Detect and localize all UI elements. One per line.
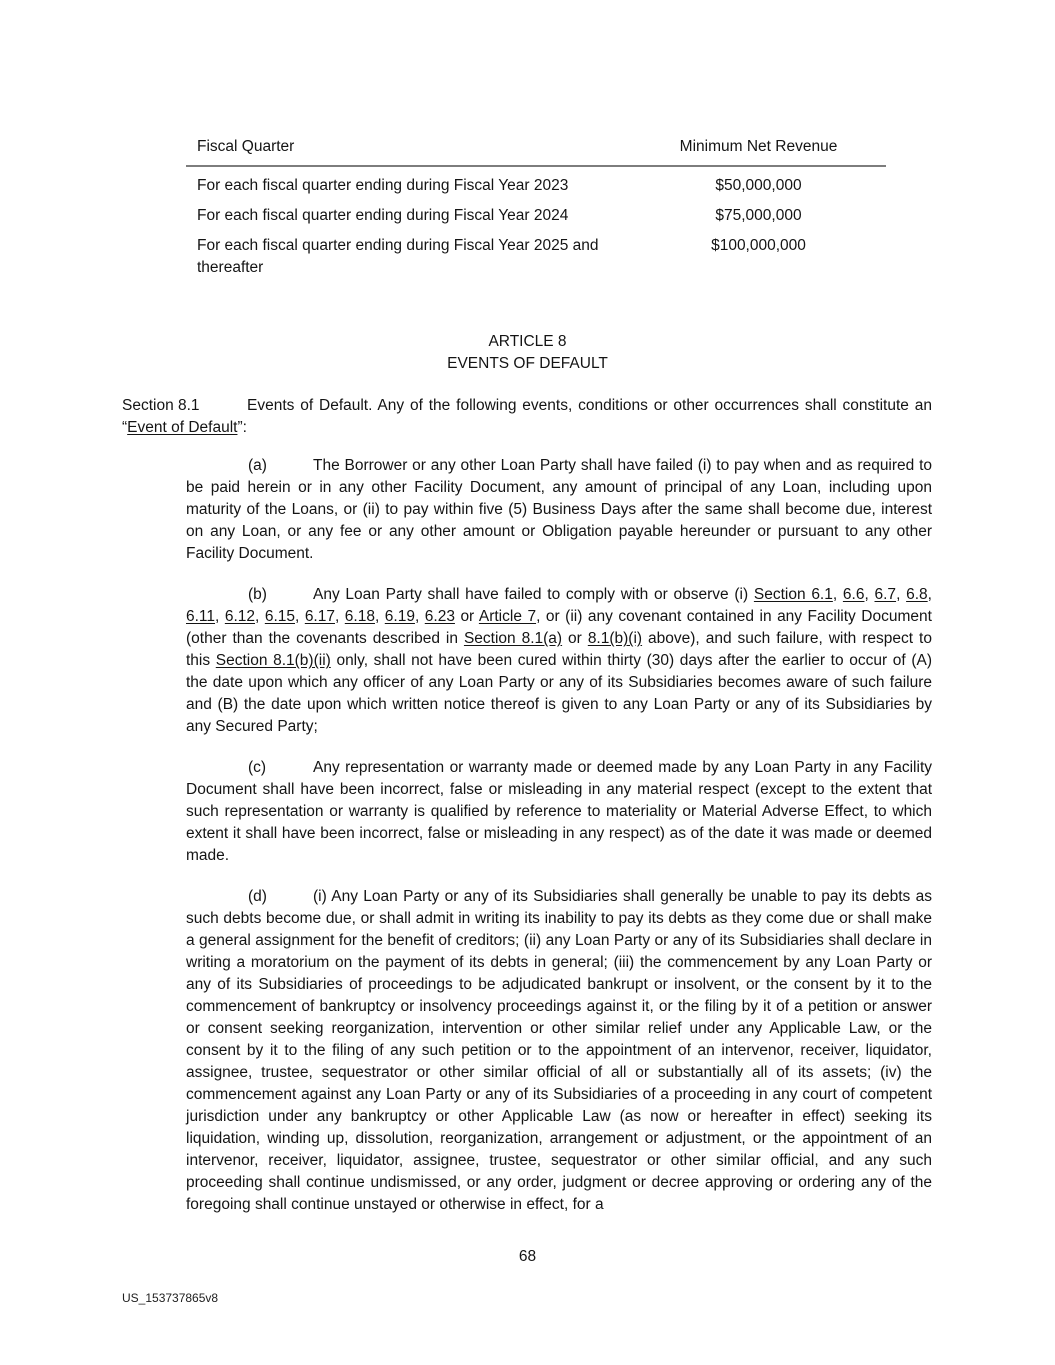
revenue-cell: $100,000,000 <box>711 237 806 254</box>
section-content <box>122 395 932 1235</box>
text-run: The Borrower or any other Loan Party shall have failed (i) to pay when and as required to be paid herein or in any other Facility Document, any amount of principal of any Loan, including upon maturity of the Loans, or (ii) to pay within five (5) Business Days after the same shall become due, interest on any Loan, or any fee or any other amount or Obligation payable hereunder or pursuant to any other Facility Document. <box>186 457 932 562</box>
article-heading <box>0 331 1055 375</box>
fiscal-quarter-cell: For each fiscal quarter ending during Fiscal Year 2025 and thereafter <box>197 237 599 276</box>
cross-reference: 6.8 <box>906 586 928 603</box>
cross-reference: 6.23 <box>424 608 455 625</box>
revenue-cell: $50,000,000 <box>715 177 802 194</box>
cross-reference: 6.15 <box>264 608 295 625</box>
fiscal-quarter-cell: For each fiscal quarter ending during Fiscal Year 2023 <box>197 177 569 194</box>
cross-reference: 6.7 <box>874 586 897 603</box>
document-id: US_153737865v8 <box>122 1291 219 1305</box>
table-row <box>186 175 886 197</box>
text-run: ”: <box>237 419 247 436</box>
column-header-minimum-net-revenue: Minimum Net Revenue <box>679 138 838 155</box>
text-run: or <box>454 608 479 625</box>
clause-d <box>186 886 932 1216</box>
cross-reference: Article 7 <box>478 608 537 625</box>
text-run: Events of Default. Any of the following events, conditions or other occurrences shall constitute an “ <box>122 397 932 436</box>
revenue-cell: $75,000,000 <box>715 207 802 224</box>
table-header-row <box>186 136 886 167</box>
cross-reference: Event of Default <box>127 419 238 436</box>
clause-b-label: (b) <box>248 586 267 603</box>
text-run: , <box>414 608 425 625</box>
table-row <box>186 205 886 227</box>
column-header-fiscal-quarter: Fiscal Quarter <box>197 138 295 155</box>
text-run: , <box>927 586 932 603</box>
cross-reference: 6.11 <box>186 608 216 625</box>
section-label: Section 8.1 <box>122 397 200 414</box>
text-run: , <box>374 608 385 625</box>
text-run: (i) Any Loan Party or any of its Subsidiaries shall generally be unable to pay its debts as such debts become due, or shall admit in writing its inability to pay its debts as they come due or shall make a general assignment for the benefit of creditors; (ii) any Loan Party or any of its Subsidiaries shall declare in writing a moratorium on the payment of its debts in general; (iii) the commencement by any Loan Party or any of its Subsidiaries of proceedings to be adjudicated bankrupt or insolvent, or the consent by it to the commencement of bankruptcy or insolvency proceedings against it, or the filing by it of a petition or answer or consent seeking reorganization, intervention or other similar relief under any Applicable Law, or the consent by it to the filing of any such petition or to the appointment of an intervenor, receiver, liquidator, assignee, trustee, sequestrator or other similar official of all or substantially all of its assets; (iv) the commencement against any Loan Party or any of its Subsidiaries of a proceeding in any court of competent jurisdiction under any bankruptcy or other Applicable Law (as now or hereafter in effect) seeking its liquidation, winding up, dissolution, reorganization, arrangement or adjustment, or the appointment of an intervenor, receiver, liquidator, assignee, trustee, sequestrator or other similar official, and any such proceeding shall continue undismissed, or any order, judgment or decree approving or ordering any of the foregoing shall continue unstayed or otherwise in effect, for a <box>186 888 932 1213</box>
text-run: , <box>896 586 907 603</box>
cross-reference: Section 8.1(b)(ii) <box>215 652 331 669</box>
text-run: only, shall not have been cured within thirty (30) days after the earlier to occur of (A) the date upon which any officer of any Loan Party or any of its Subsidiaries becomes aware of such failure and (B) the date upon which written notice thereof is given to any Loan Party or any of its Subsidiaries by any Secured Party; <box>186 652 932 735</box>
article-title: EVENTS OF DEFAULT <box>447 355 608 372</box>
page-number: 68 <box>518 1248 537 1265</box>
text-run: or <box>562 630 588 647</box>
text-run: , <box>295 608 305 625</box>
text-run: Any representation or warranty made or deemed made by any Loan Party in any Facility Document shall have been incorrect, false or misleading in any material respect (except to the extent that such representation or warranty is qualified by reference to materiality or Material Adverse Effect, to which extent it shall have been incorrect, false or misleading in any respect) as of the date it was made or deemed made. <box>186 759 932 864</box>
article-number: ARTICLE 8 <box>488 333 567 350</box>
text-run: , <box>255 608 265 625</box>
clause-a <box>186 455 932 565</box>
section-8-1-paragraph <box>122 395 932 439</box>
text-run: Any Loan Party shall have failed to comply with or observe (i) <box>313 586 754 603</box>
cross-reference: 6.6 <box>842 586 865 603</box>
fiscal-quarter-cell: For each fiscal quarter ending during Fiscal Year 2024 <box>197 207 569 224</box>
text-run: , <box>215 608 225 625</box>
cross-reference: 6.12 <box>224 608 256 625</box>
cross-reference: Section 6.1 <box>753 586 833 603</box>
text-run: , <box>832 586 843 603</box>
clause-d-label: (d) <box>248 888 267 905</box>
minimum-net-revenue-table <box>186 136 886 279</box>
text-run: above), and such failure, with respect to this <box>186 630 932 669</box>
clause-c <box>186 757 932 867</box>
cross-reference: 6.17 <box>304 608 335 625</box>
cross-reference: 8.1(b)(i) <box>587 630 643 647</box>
cross-reference: 6.18 <box>344 608 375 625</box>
text-run: , or (ii) any covenant contained in any Facility Document (other than the covenants described in <box>186 608 932 647</box>
clause-c-label: (c) <box>248 759 267 776</box>
clause-b <box>186 584 932 738</box>
clause-a-label: (a) <box>248 457 267 474</box>
cross-reference: 6.19 <box>384 608 415 625</box>
text-run: , <box>864 586 875 603</box>
table-row <box>186 235 886 279</box>
cross-reference: Section 8.1(a) <box>463 630 563 647</box>
text-run: , <box>334 608 345 625</box>
